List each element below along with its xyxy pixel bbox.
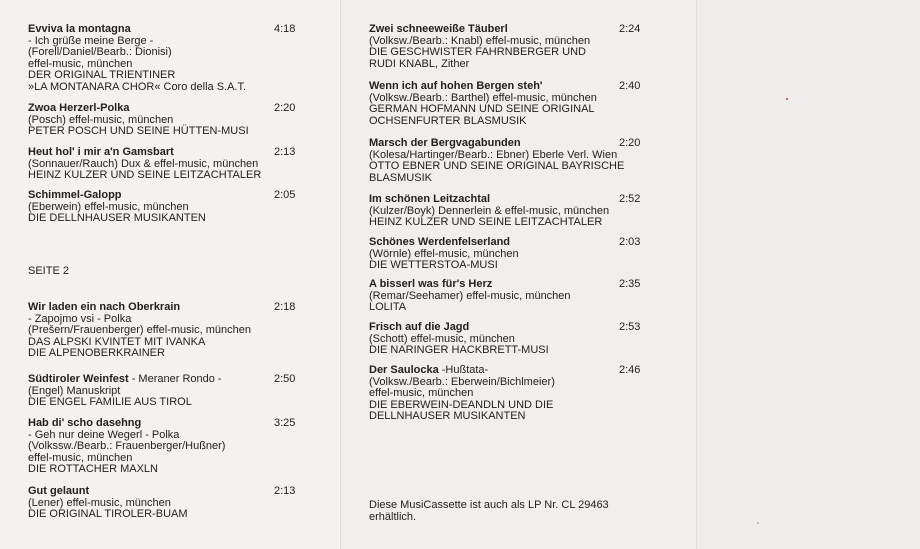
track-entry	[369, 80, 641, 127]
track-header	[369, 137, 641, 150]
track-title: Schönes Werdenfelserland	[369, 236, 511, 248]
track-duration: 2:24	[619, 23, 641, 35]
track-credit-line: effel-music, münchen	[28, 451, 133, 464]
track-credit-line: HEINZ KULZER UND SEINE LEITZACHTALER	[28, 169, 262, 182]
track-credit-line: effel-music, münchen	[369, 387, 474, 400]
track-header	[28, 102, 296, 115]
track-title: Marsch der Bergvagabunden	[369, 137, 521, 149]
track-credit-line: OTTO EBNER UND SEINE ORIGINAL BAYRISCHE	[369, 160, 625, 173]
track-header	[369, 236, 641, 249]
track-credit-line: DIE NARINGER HACKBRETT-MUSI	[369, 344, 549, 357]
track-credit-line: (Sonnauer/Rauch) Dux & effel-music, münchen	[28, 157, 259, 170]
track-header	[369, 80, 641, 93]
track-entry	[28, 146, 296, 182]
track-credit-line: »LA MONTANARA CHOR« Coro della S.A.T.	[28, 80, 247, 93]
track-credit-line: DIE DELLNHAUSER MUSIKANTEN	[28, 212, 206, 225]
track-duration: 2:13	[274, 485, 296, 497]
footnote-line: erhältlich.	[369, 510, 417, 523]
track-credit-line: DIE ROTTACHER MAXLN	[28, 463, 158, 476]
track-title: Zwoa Herzerl-Polka	[28, 102, 130, 114]
track-header	[28, 189, 296, 202]
track-duration: 2:13	[274, 146, 296, 158]
track-credit-line: PETER POSCH UND SEINE HÜTTEN-MUSI	[28, 125, 249, 138]
side-2-label: SEITE 2	[28, 265, 69, 277]
track-credit-line: DIE ORIGINAL TIROLER-BUAM	[28, 508, 188, 521]
track-entry	[369, 23, 641, 70]
track-title: Hab di' scho dasehng	[28, 417, 142, 429]
track-duration: 2:35	[619, 278, 641, 290]
track-credit-line: (Volkssw./Bearb.: Frauenberger/Hußner)	[28, 440, 226, 453]
track-title: Wenn ich auf hohen Bergen steh'	[369, 80, 543, 92]
track-credit-line: LOLITA	[369, 301, 407, 314]
track-credit-line: (Kolesa/Hartinger/Bearb.: Ebner) Eberle Verl. Wien	[369, 148, 618, 161]
track-header	[28, 146, 296, 159]
track-credit-line: HEINZ KULZER UND SEINE LEITZACHTALER	[369, 216, 603, 229]
track-credit-line: - Zapojmo vsi - Polka	[28, 312, 132, 325]
track-credit-line: (Volksw./Bearb.: Barthel) effel-music, münchen	[369, 91, 597, 104]
track-credit-line: (Lener) effel-music, münchen	[28, 496, 171, 509]
track-entry	[369, 321, 641, 357]
track-header	[369, 193, 641, 206]
track-header	[369, 278, 641, 291]
track-header	[28, 23, 296, 36]
track-entry	[369, 137, 641, 184]
track-header	[369, 364, 641, 377]
track-duration: 2:20	[274, 102, 296, 114]
track-title: Der Saulocka	[369, 364, 439, 376]
print-speck	[786, 98, 788, 100]
track-credit-line: (Remar/Seehamer) effel-music, münchen	[369, 289, 571, 302]
track-duration: 2:18	[274, 301, 296, 313]
track-entry	[369, 364, 641, 423]
track-header	[28, 373, 296, 386]
track-credit-line: (Wörnle) effel-music, münchen	[369, 247, 519, 260]
track-credit-line: effel-music, münchen	[28, 57, 133, 70]
track-credit-line: (Schott) effel-music, münchen	[369, 332, 515, 345]
track-title: Frisch auf die Jagd	[369, 321, 470, 333]
track-credit-line: (Posch) effel-music, münchen	[28, 113, 174, 126]
track-credit-line: (Volksw./Bearb.: Knabl) effel-music, münchen	[369, 34, 591, 47]
track-title: Zwei schneeweiße Täuberl	[369, 23, 508, 35]
track-credit-line: (Forell/Daniel/Bearb.: Dionisi)	[28, 46, 172, 59]
track-entry	[28, 189, 296, 225]
track-title: Gut gelaunt	[28, 485, 90, 497]
track-entry	[28, 373, 296, 409]
track-entry	[28, 23, 296, 94]
track-title: Im schönen Leitzachtal	[369, 193, 491, 205]
track-subtitle: -Hußtata-	[438, 364, 489, 376]
track-header	[369, 23, 641, 36]
track-title: Wir laden ein nach Oberkrain	[28, 301, 181, 313]
print-speck	[757, 522, 759, 524]
track-entry	[28, 301, 296, 360]
track-credit-line: (Eberwein) effel-music, münchen	[28, 200, 189, 213]
track-header	[28, 417, 296, 430]
cassette-flap	[696, 0, 920, 549]
track-duration: 2:40	[619, 80, 641, 92]
track-credit-line: (Engel) Manuskript	[28, 384, 121, 397]
lp-availability-note	[369, 500, 609, 523]
track-title: A bisserl was für's Herz	[369, 278, 493, 290]
track-duration: 2:05	[274, 189, 296, 201]
track-duration: 2:50	[274, 373, 296, 385]
track-entry	[369, 236, 641, 272]
track-credit-line: DELLNHAUSER MUSIKANTEN	[369, 410, 526, 423]
track-entry	[28, 102, 296, 138]
track-title: Südtiroler Weinfest	[28, 373, 129, 385]
track-credit-line: DIE WETTERSTOA-MUSI	[369, 259, 498, 272]
track-credit-line: RUDI KNABL, Zither	[369, 57, 470, 70]
track-duration: 2:52	[619, 193, 641, 205]
track-header	[28, 301, 296, 314]
track-entry	[28, 417, 296, 476]
track-duration: 4:18	[274, 23, 296, 35]
track-header	[28, 485, 296, 498]
track-title: Evviva la montagna	[28, 23, 131, 35]
track-duration: 3:25	[274, 417, 296, 429]
track-credit-line: DIE GESCHWISTER FAHRNBERGER UND	[369, 46, 586, 59]
track-credit-line: (Prešern/Frauenberger) effel-music, münchen	[28, 324, 251, 337]
track-credit-line: - Ich grüße meine Berge -	[28, 34, 154, 47]
track-entry	[369, 278, 641, 314]
track-credit-line: DER ORIGINAL TRIENTINER	[28, 69, 176, 82]
track-credit-line: OCHSENFURTER BLASMUSIK	[369, 114, 527, 127]
track-credit-line: (Kulzer/Boyk) Dennerlein & effel-music, münchen	[369, 204, 610, 217]
track-title: Heut hol' i mir a'n Gamsbart	[28, 146, 174, 158]
track-duration: 2:53	[619, 321, 641, 333]
track-credit-line: BLASMUSIK	[369, 171, 432, 184]
track-header	[369, 321, 641, 334]
track-duration: 2:20	[619, 137, 641, 149]
track-credit-line: (Volksw./Bearb.: Eberwein/Bichlmeier)	[369, 375, 555, 388]
track-credit-line: DIE EBERWEIN-DEANDLN UND DIE	[369, 398, 554, 411]
track-entry	[369, 193, 641, 229]
track-credit-line: - Geh nur deine Wegerl - Polka	[28, 428, 180, 441]
track-title: Schimmel-Galopp	[28, 189, 122, 201]
track-duration: 2:03	[619, 236, 641, 248]
track-duration: 2:46	[619, 364, 641, 376]
track-credit-line: DAS ALPSKI KVINTET MIT IVANKA	[28, 335, 206, 348]
track-entry	[28, 485, 296, 521]
track-subtitle: - Meraner Rondo -	[128, 373, 222, 385]
track-credit-line: GERMAN HOFMANN UND SEINE ORIGINAL	[369, 103, 595, 116]
track-credit-line: DIE ALPENOBERKRAINER	[28, 347, 165, 360]
track-credit-line: DIE ENGEL FAMILIE AUS TIROL	[28, 396, 192, 409]
footnote-line: Diese MusiCassette ist auch als LP Nr. CL 29463	[369, 499, 609, 511]
